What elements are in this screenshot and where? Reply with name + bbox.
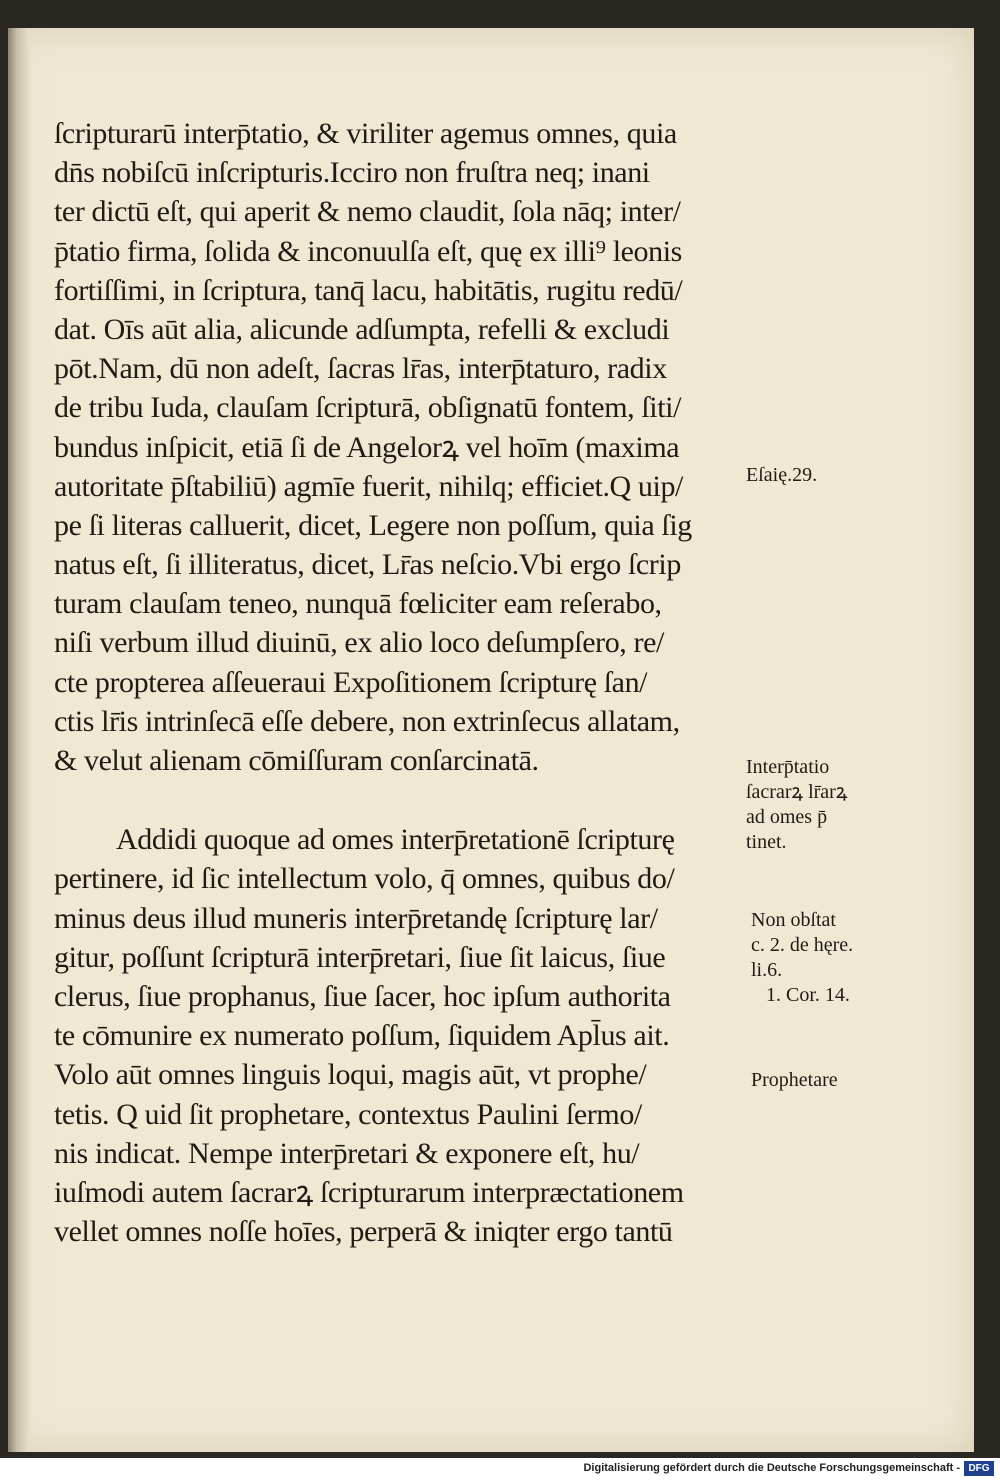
margin-note-de-haeretico: c. 2. de hęre. — [751, 934, 854, 956]
page-binding-edge — [8, 28, 30, 1452]
text-line: ſcripturarū interp̄tatio, & viriliter agemus omnes, quia — [54, 117, 677, 150]
margin-note-pertinet: tinet. — [746, 831, 787, 853]
text-line: turam clauſam teneo, nunquā fœliciter eam reſerabo, — [54, 587, 662, 621]
text-line: dat. Oīs aūt alia, alicunde adſumpta, refelli & excludi — [54, 312, 670, 346]
text-line: clerus, ſiue prophanus, ſiue ſacer, hoc ipſum authorita — [54, 979, 671, 1013]
text-line: fortiſſimi, in ſcriptura, tanq̄ lacu, habitātis, rugitu redū/ — [54, 273, 683, 307]
margin-note-esaias: Eſaię.29. — [746, 464, 818, 486]
margin-note-ad-omnes: ad omes p̄ — [746, 806, 828, 828]
text-line: gitur, poſſunt ſcripturā interp̄retari, ſiue ſit laicus, ſiue — [54, 940, 666, 974]
text-line: vellet omnes noſſe hoīes, perperā & iniqter ergo tantū — [54, 1215, 673, 1249]
paragraph-gap — [54, 780, 754, 820]
text-line: Addidi quoque ad omes interp̄retationē ſcripturę — [116, 823, 675, 857]
text-line: te cōmunire ex numerato poſſum, ſiquidem Apl̄us ait. — [54, 1019, 670, 1053]
text-line: de tribu Iuda, clauſam ſcripturā, obſignatū fontem, ſiti/ — [54, 391, 682, 425]
text-line: pertinere, id ſic intellectum volo, q̄ omnes, quibus do/ — [54, 862, 675, 896]
margin-note-corinthians: 1. Cor. 14. — [766, 984, 850, 1006]
text-line: tetis. Q uid ſit prophetare, contextus Paulini ſermo/ — [54, 1097, 642, 1131]
main-text-block — [54, 114, 754, 1251]
margin-note-interpretatio: Interp̄tatio — [746, 756, 830, 778]
text-line: niſi verbum illud diuinū, ex alio loco deſumpſero, re/ — [54, 626, 664, 660]
text-line: natus eſt, ſi illiteratus, dicet, Lr̄as neſcio.Vbi ergo ſcrip — [54, 548, 681, 582]
text-line: ter dictū eſt, qui aperit & nemo claudit, ſola nāq; inter/ — [54, 195, 681, 229]
digitization-footer — [0, 1458, 1000, 1481]
book-page — [8, 28, 974, 1452]
text-line: ctis lr̄is intrinſecā eſſe debere, non extrinſecus allatam, — [54, 704, 680, 738]
margin-note-liber-6: li.6. — [751, 959, 783, 981]
margin-note-non-obstat: Non obſtat — [751, 909, 836, 931]
margin-note-sacrarum: ſacrarꝝ lr̄arꝝ — [746, 781, 848, 803]
margin-note-prophetare: Prophetare — [751, 1069, 838, 1091]
text-line: iuſmodi autem ſacrarꝝ ſcripturarum interpræctationem — [54, 1175, 684, 1209]
text-line: minus deus illud muneris interp̄retandę ſcripturę lar/ — [54, 901, 658, 935]
text-line: dn̄s nobiſcū inſcripturis.Icciro non fruſtra neq; inani — [54, 156, 650, 190]
text-line: autoritate p̄ſtabiliū) agmīe fuerit, nihilq; efficiet.Q uip/ — [54, 469, 683, 503]
dfg-logo-icon: DFG — [964, 1461, 994, 1476]
text-line: Volo aūt omnes linguis loqui, magis aūt, vt prophe/ — [54, 1058, 647, 1092]
footer-credit-text: Digitalisierung gefördert durch die Deutsche Forschungsgemeinschaft - — [583, 1462, 960, 1474]
text-line: nis indicat. Nempe interp̄retari & exponere eſt, hu/ — [54, 1136, 640, 1170]
text-line: & velut alienam cōmiſſuram conſarcinatā. — [54, 744, 539, 777]
text-line: cte propterea aſſeueraui Expoſitionem ſcripturę ſan/ — [54, 665, 648, 699]
text-line: pōt.Nam, dū non adeſt, ſacras lr̄as, interp̄taturo, radix — [54, 352, 667, 386]
text-line: pe ſi literas calluerit, dicet, Legere non poſſum, quia ſig — [54, 508, 692, 542]
text-line: bundus inſpicit, etiā ſi de Angelorꝝ vel hoīm (maxima — [54, 430, 680, 464]
text-line: p̄tatio firma, ſolida & inconuulſa eſt, quę ex illi⁹ leonis — [54, 234, 682, 268]
